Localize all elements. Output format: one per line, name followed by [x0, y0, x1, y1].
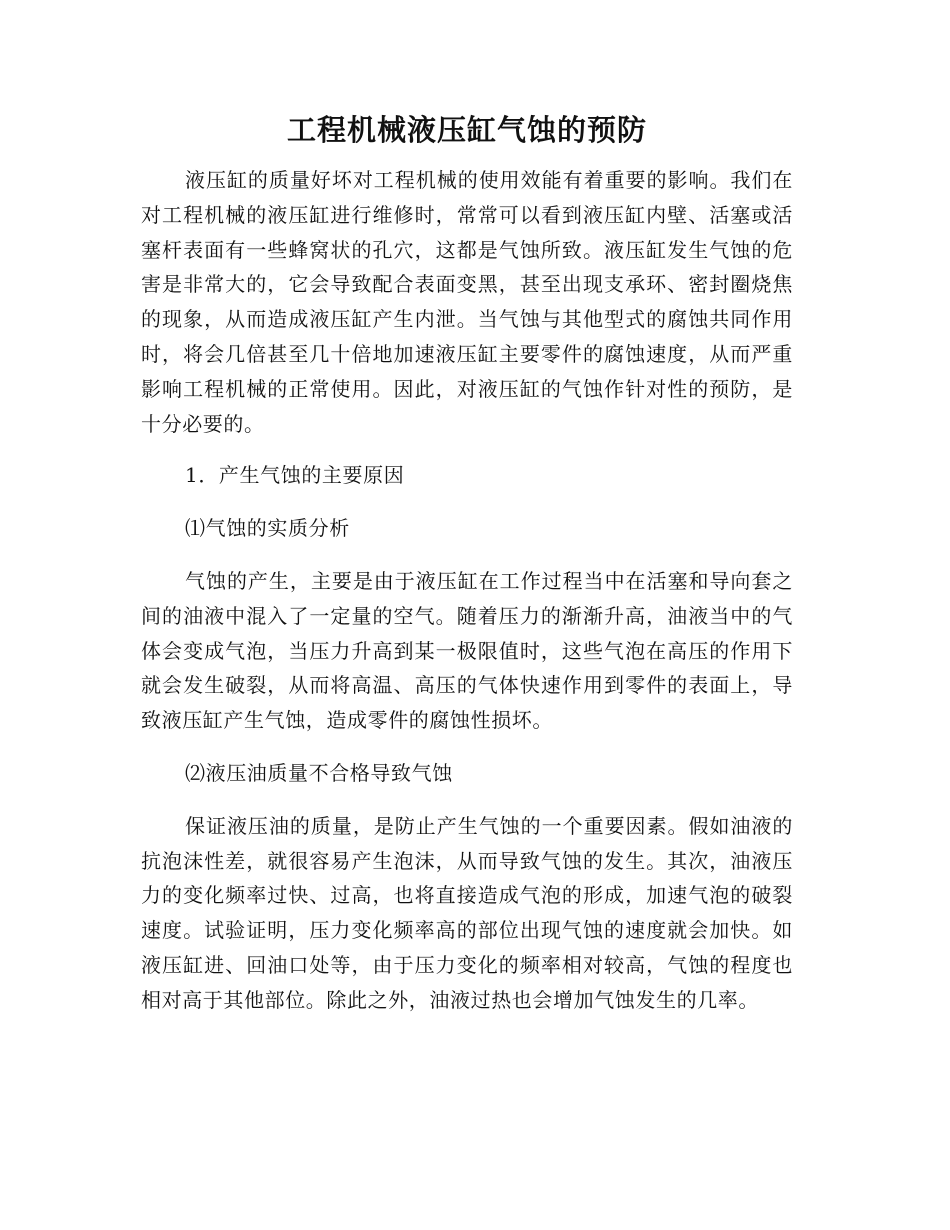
essence-paragraph: 气蚀的产生，主要是由于液压缸在工作过程当中在活塞和导向套之间的油液中混入了一定量的空气。随着压力的渐渐升高，油液当中的气体会变成气泡，当压力升高到某一极限值时，这些气泡在高压的作用下就会发生破裂，从而将高温、高压的气体快速作用到零件的表面上，导致液压缸产生气蚀，造成零件的腐蚀性损坏。: [141, 568, 793, 733]
subsection-heading-oil-quality: ⑵液压油质量不合格导致气蚀: [185, 760, 453, 785]
document-page: [141, 110, 793, 1018]
subsection-heading-essence: ⑴气蚀的实质分析: [185, 516, 350, 541]
intro-paragraph: 液压缸的质量好坏对工程机械的使用效能有着重要的影响。我们在对工程机械的液压缸进行维修时，常常可以看到液压缸内壁、活塞或活塞杆表面有一些蜂窝状的孔穴，这都是气蚀所致。液压缸发生气蚀的危害是非常大的，它会导致配合表面变黑，甚至出现支承环、密封圈烧焦的现象，从而造成液压缸产生内泄。当气蚀与其他型式的腐蚀共同作用时，将会几倍甚至几十倍地加速液压缸主要零件的腐蚀速度，从而严重影响工程机械的正常使用。因此，对液压缸的气蚀作针对性的预防，是十分必要的。: [141, 168, 793, 436]
oil-quality-paragraph: 保证液压油的质量，是防止产生气蚀的一个重要因素。假如油液的抗泡沫性差，就很容易产生泡沫，从而导致气蚀的发生。其次，油液压力的变化频率过快、过高，也将直接造成气泡的形成，加速气泡的破裂速度。试验证明，压力变化频率高的部位出现气蚀的速度就会加快。如液压缸进、回油口处等，由于压力变化的频率相对较高，气蚀的程度也相对高于其他部位。除此之外，油液过热也会增加气蚀发生的几率。: [141, 813, 793, 1012]
document-title: 工程机械液压缸气蚀的预防: [286, 113, 647, 147]
section-heading-causes: 1．产生气蚀的主要原因: [185, 463, 405, 488]
